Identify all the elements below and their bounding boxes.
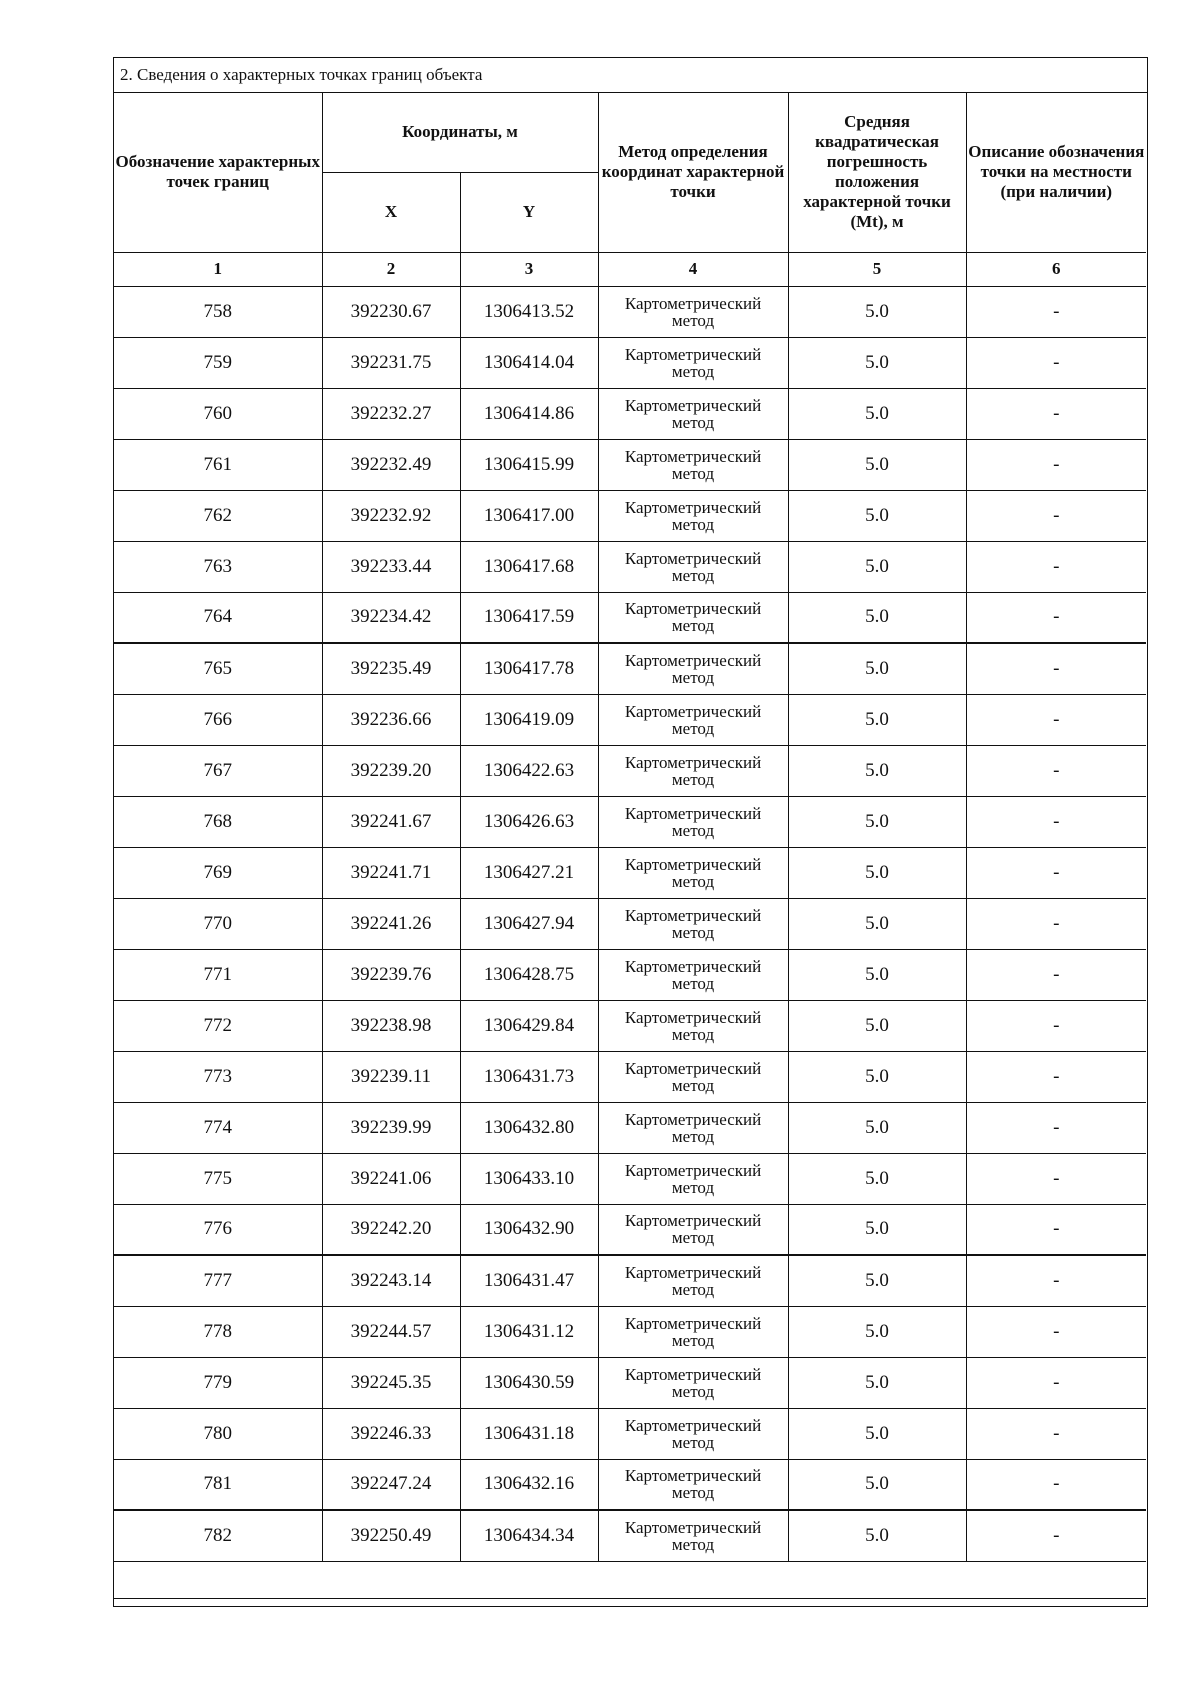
description-cell: - (966, 949, 1146, 1000)
error-cell: 5.0 (788, 439, 966, 490)
table-row (114, 439, 1146, 490)
point-id-cell: 770 (114, 898, 322, 949)
error-cell: 5.0 (788, 1255, 966, 1306)
column-number: 2 (322, 252, 460, 286)
x-coordinate-cell: 392233.44 (322, 541, 460, 592)
error-cell: 5.0 (788, 1408, 966, 1459)
point-id-cell: 759 (114, 337, 322, 388)
table-row (114, 1306, 1146, 1357)
point-id-cell: 763 (114, 541, 322, 592)
description-cell: - (966, 337, 1146, 388)
error-cell: 5.0 (788, 1102, 966, 1153)
table-row (114, 541, 1146, 592)
y-coordinate-cell: 1306417.00 (460, 490, 598, 541)
empty-cell (114, 1561, 1146, 1598)
x-coordinate-cell: 392232.27 (322, 388, 460, 439)
y-coordinate-cell: 1306427.21 (460, 847, 598, 898)
method-cell: Картометрический метод (598, 745, 788, 796)
table-header (114, 92, 1146, 286)
error-cell: 5.0 (788, 1153, 966, 1204)
x-coordinate-cell: 392243.14 (322, 1255, 460, 1306)
error-cell: 5.0 (788, 1357, 966, 1408)
method-cell: Картометрический метод (598, 1153, 788, 1204)
description-cell: - (966, 643, 1146, 694)
method-cell: Картометрический метод (598, 1255, 788, 1306)
table-row (114, 490, 1146, 541)
x-coordinate-cell: 392236.66 (322, 694, 460, 745)
error-cell: 5.0 (788, 745, 966, 796)
x-coordinate-cell: 392241.26 (322, 898, 460, 949)
error-cell: 5.0 (788, 847, 966, 898)
description-cell: - (966, 745, 1146, 796)
description-cell: - (966, 898, 1146, 949)
table-row (114, 745, 1146, 796)
point-id-cell: 780 (114, 1408, 322, 1459)
x-coordinate-cell: 392242.20 (322, 1204, 460, 1255)
header-designation: Обозначение характерных точек границ (114, 92, 322, 252)
table-row (114, 388, 1146, 439)
y-coordinate-cell: 1306417.68 (460, 541, 598, 592)
table-row (114, 1510, 1146, 1561)
point-id-cell: 776 (114, 1204, 322, 1255)
header-error: Средняя квадратическая погрешность положения характерной точки (Mt), м (788, 92, 966, 252)
error-cell: 5.0 (788, 1051, 966, 1102)
point-id-cell: 781 (114, 1459, 322, 1510)
method-cell: Картометрический метод (598, 490, 788, 541)
y-coordinate-cell: 1306431.12 (460, 1306, 598, 1357)
y-coordinate-cell: 1306426.63 (460, 796, 598, 847)
x-coordinate-cell: 392250.49 (322, 1510, 460, 1561)
description-cell: - (966, 1051, 1146, 1102)
error-cell: 5.0 (788, 286, 966, 337)
table-row (114, 898, 1146, 949)
x-coordinate-cell: 392247.24 (322, 1459, 460, 1510)
point-id-cell: 774 (114, 1102, 322, 1153)
header-x: X (322, 172, 460, 252)
y-coordinate-cell: 1306428.75 (460, 949, 598, 1000)
error-cell: 5.0 (788, 1459, 966, 1510)
method-cell: Картометрический метод (598, 898, 788, 949)
x-coordinate-cell: 392246.33 (322, 1408, 460, 1459)
error-cell: 5.0 (788, 1000, 966, 1051)
column-number: 6 (966, 252, 1146, 286)
point-id-cell: 771 (114, 949, 322, 1000)
document-sheet (113, 57, 1148, 1607)
method-cell: Картометрический метод (598, 1204, 788, 1255)
table-row (114, 1408, 1146, 1459)
method-cell: Картометрический метод (598, 439, 788, 490)
point-id-cell: 765 (114, 643, 322, 694)
table-row (114, 1102, 1146, 1153)
method-cell: Картометрический метод (598, 694, 788, 745)
x-coordinate-cell: 392241.67 (322, 796, 460, 847)
table-row (114, 1459, 1146, 1510)
error-cell: 5.0 (788, 388, 966, 439)
method-cell: Картометрический метод (598, 1510, 788, 1561)
x-coordinate-cell: 392239.99 (322, 1102, 460, 1153)
x-coordinate-cell: 392235.49 (322, 643, 460, 694)
method-cell: Картометрический метод (598, 643, 788, 694)
table-row (114, 337, 1146, 388)
table-row (114, 1357, 1146, 1408)
y-coordinate-cell: 1306430.59 (460, 1357, 598, 1408)
table-row (114, 592, 1146, 643)
point-id-cell: 769 (114, 847, 322, 898)
x-coordinate-cell: 392241.71 (322, 847, 460, 898)
description-cell: - (966, 388, 1146, 439)
y-coordinate-cell: 1306429.84 (460, 1000, 598, 1051)
description-cell: - (966, 1510, 1146, 1561)
column-number: 1 (114, 252, 322, 286)
section-title: 2. Сведения о характерных точках границ объекта (114, 58, 1147, 93)
description-cell: - (966, 439, 1146, 490)
column-number: 3 (460, 252, 598, 286)
y-coordinate-cell: 1306434.34 (460, 1510, 598, 1561)
description-cell: - (966, 796, 1146, 847)
error-cell: 5.0 (788, 592, 966, 643)
method-cell: Картометрический метод (598, 286, 788, 337)
point-id-cell: 779 (114, 1357, 322, 1408)
error-cell: 5.0 (788, 1204, 966, 1255)
y-coordinate-cell: 1306414.86 (460, 388, 598, 439)
point-id-cell: 772 (114, 1000, 322, 1051)
method-cell: Картометрический метод (598, 1357, 788, 1408)
method-cell: Картометрический метод (598, 1051, 788, 1102)
point-id-cell: 775 (114, 1153, 322, 1204)
description-cell: - (966, 694, 1146, 745)
error-cell: 5.0 (788, 949, 966, 1000)
point-id-cell: 778 (114, 1306, 322, 1357)
header-y: Y (460, 172, 598, 252)
x-coordinate-cell: 392244.57 (322, 1306, 460, 1357)
table-row (114, 1255, 1146, 1306)
method-cell: Картометрический метод (598, 1000, 788, 1051)
point-id-cell: 782 (114, 1510, 322, 1561)
error-cell: 5.0 (788, 898, 966, 949)
table-row (114, 1153, 1146, 1204)
error-cell: 5.0 (788, 1510, 966, 1561)
method-cell: Картометрический метод (598, 949, 788, 1000)
point-id-cell: 767 (114, 745, 322, 796)
method-cell: Картометрический метод (598, 337, 788, 388)
description-cell: - (966, 592, 1146, 643)
x-coordinate-cell: 392239.11 (322, 1051, 460, 1102)
method-cell: Картометрический метод (598, 1408, 788, 1459)
method-cell: Картометрический метод (598, 847, 788, 898)
x-coordinate-cell: 392241.06 (322, 1153, 460, 1204)
x-coordinate-cell: 392238.98 (322, 1000, 460, 1051)
y-coordinate-cell: 1306414.04 (460, 337, 598, 388)
column-number: 5 (788, 252, 966, 286)
table-row (114, 1000, 1146, 1051)
x-coordinate-cell: 392231.75 (322, 337, 460, 388)
table-row (114, 1204, 1146, 1255)
description-cell: - (966, 490, 1146, 541)
method-cell: Картометрический метод (598, 541, 788, 592)
column-number: 4 (598, 252, 788, 286)
table-row (114, 796, 1146, 847)
point-id-cell: 764 (114, 592, 322, 643)
y-coordinate-cell: 1306417.78 (460, 643, 598, 694)
x-coordinate-cell: 392232.92 (322, 490, 460, 541)
point-id-cell: 777 (114, 1255, 322, 1306)
y-coordinate-cell: 1306431.18 (460, 1408, 598, 1459)
table-end-row (114, 1561, 1146, 1598)
y-coordinate-cell: 1306422.63 (460, 745, 598, 796)
y-coordinate-cell: 1306432.80 (460, 1102, 598, 1153)
table-row (114, 949, 1146, 1000)
table-row (114, 1051, 1146, 1102)
x-coordinate-cell: 392230.67 (322, 286, 460, 337)
table-row (114, 847, 1146, 898)
y-coordinate-cell: 1306432.16 (460, 1459, 598, 1510)
description-cell: - (966, 847, 1146, 898)
method-cell: Картометрический метод (598, 388, 788, 439)
y-coordinate-cell: 1306419.09 (460, 694, 598, 745)
point-id-cell: 758 (114, 286, 322, 337)
boundary-points-table (114, 92, 1146, 1599)
method-cell: Картометрический метод (598, 796, 788, 847)
point-id-cell: 766 (114, 694, 322, 745)
y-coordinate-cell: 1306413.52 (460, 286, 598, 337)
description-cell: - (966, 1102, 1146, 1153)
y-coordinate-cell: 1306433.10 (460, 1153, 598, 1204)
x-coordinate-cell: 392239.20 (322, 745, 460, 796)
header-description: Описание обозначения точки на местности (при наличии) (966, 92, 1146, 252)
header-method: Метод определения координат характерной точки (598, 92, 788, 252)
y-coordinate-cell: 1306415.99 (460, 439, 598, 490)
y-coordinate-cell: 1306431.47 (460, 1255, 598, 1306)
y-coordinate-cell: 1306427.94 (460, 898, 598, 949)
x-coordinate-cell: 392234.42 (322, 592, 460, 643)
point-id-cell: 761 (114, 439, 322, 490)
x-coordinate-cell: 392239.76 (322, 949, 460, 1000)
description-cell: - (966, 541, 1146, 592)
method-cell: Картометрический метод (598, 592, 788, 643)
y-coordinate-cell: 1306432.90 (460, 1204, 598, 1255)
method-cell: Картометрический метод (598, 1306, 788, 1357)
description-cell: - (966, 1204, 1146, 1255)
x-coordinate-cell: 392232.49 (322, 439, 460, 490)
y-coordinate-cell: 1306431.73 (460, 1051, 598, 1102)
error-cell: 5.0 (788, 643, 966, 694)
error-cell: 5.0 (788, 490, 966, 541)
header-coordinates: Координаты, м (322, 92, 598, 172)
description-cell: - (966, 1408, 1146, 1459)
description-cell: - (966, 1153, 1146, 1204)
method-cell: Картометрический метод (598, 1102, 788, 1153)
table-row (114, 286, 1146, 337)
y-coordinate-cell: 1306417.59 (460, 592, 598, 643)
table-row (114, 694, 1146, 745)
error-cell: 5.0 (788, 796, 966, 847)
description-cell: - (966, 1306, 1146, 1357)
point-id-cell: 762 (114, 490, 322, 541)
description-cell: - (966, 1255, 1146, 1306)
point-id-cell: 760 (114, 388, 322, 439)
error-cell: 5.0 (788, 694, 966, 745)
table-row (114, 643, 1146, 694)
table-body (114, 286, 1146, 1561)
point-id-cell: 773 (114, 1051, 322, 1102)
error-cell: 5.0 (788, 1306, 966, 1357)
description-cell: - (966, 1459, 1146, 1510)
point-id-cell: 768 (114, 796, 322, 847)
x-coordinate-cell: 392245.35 (322, 1357, 460, 1408)
description-cell: - (966, 286, 1146, 337)
error-cell: 5.0 (788, 541, 966, 592)
method-cell: Картометрический метод (598, 1459, 788, 1510)
description-cell: - (966, 1000, 1146, 1051)
description-cell: - (966, 1357, 1146, 1408)
error-cell: 5.0 (788, 337, 966, 388)
